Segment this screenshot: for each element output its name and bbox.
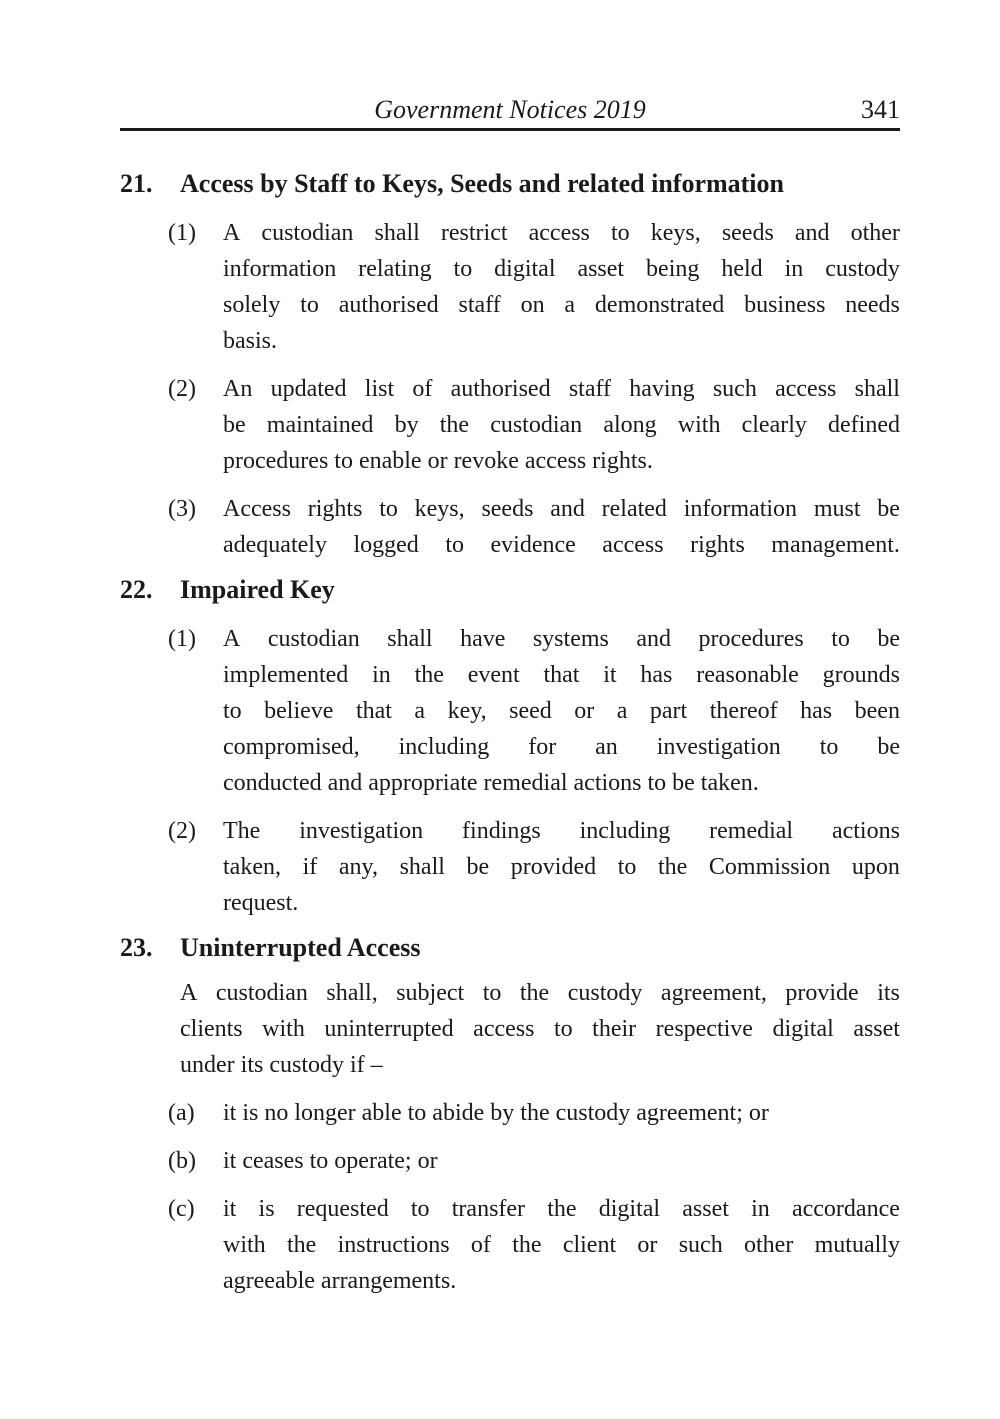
section-heading-22 (120, 573, 900, 607)
section-number: 21. (120, 169, 153, 198)
list-item (120, 1095, 900, 1131)
item-marker: (a) (168, 1100, 195, 1126)
item-marker: (2) (168, 376, 196, 402)
item-text: The investigation findings including remedial actions taken, if any, shall be provided to the Commission upon request. (223, 818, 900, 916)
section-heading-21 (120, 167, 900, 201)
list-item (120, 491, 900, 563)
item-text: A custodian shall restrict access to keys, seeds and other information relating to digital asset being held in custody solely to authorised staff on a demonstrated business needs basis. (223, 220, 900, 354)
list-item (120, 371, 900, 479)
section-title: Access by Staff to Keys, Seeds and related information (180, 169, 784, 198)
section-title: Uninterrupted Access (180, 933, 421, 962)
list-item (120, 215, 900, 359)
page-header (120, 95, 900, 125)
item-marker: (1) (168, 626, 196, 652)
section-title: Impaired Key (180, 575, 335, 604)
item-text: it is requested to transfer the digital asset in accordance with the instructions of the client or such other mutually agreeable arrangements. (223, 1196, 900, 1294)
item-text: it is no longer able to abide by the custody agreement; or (223, 1100, 769, 1126)
list-item (120, 1191, 900, 1299)
list-item (120, 1143, 900, 1179)
item-text: Access rights to keys, seeds and related information must be adequately logged to evidence access rights management. (223, 496, 900, 558)
intro-paragraph: A custodian shall, subject to the custody agreement, provide its clients with uninterrupted access to their respective digital asset under its custody if – (180, 980, 900, 1078)
item-text: An updated list of authorised staff having such access shall be maintained by the custodian along with clearly defined procedures to enable or revoke access rights. (223, 376, 900, 474)
item-marker: (b) (168, 1148, 196, 1174)
list-item (120, 621, 900, 801)
section-number: 22. (120, 575, 153, 604)
item-marker: (c) (168, 1196, 195, 1222)
header-rule (120, 128, 900, 131)
page-content (120, 0, 900, 1299)
section-number: 23. (120, 933, 153, 962)
item-marker: (2) (168, 818, 196, 844)
item-text: A custodian shall have systems and procedures to be implemented in the event that it has reasonable grounds to believe that a key, seed or a part thereof has been compromised, including for an investigation to be conducted and appropriate remedial actions to be taken. (223, 626, 900, 796)
list-item (120, 813, 900, 921)
item-marker: (3) (168, 496, 196, 522)
item-text: it ceases to operate; or (223, 1148, 438, 1174)
item-marker: (1) (168, 220, 196, 246)
page-number: 341 (861, 95, 900, 124)
header-title: Government Notices 2019 (374, 95, 646, 124)
section-heading-23 (120, 931, 900, 965)
